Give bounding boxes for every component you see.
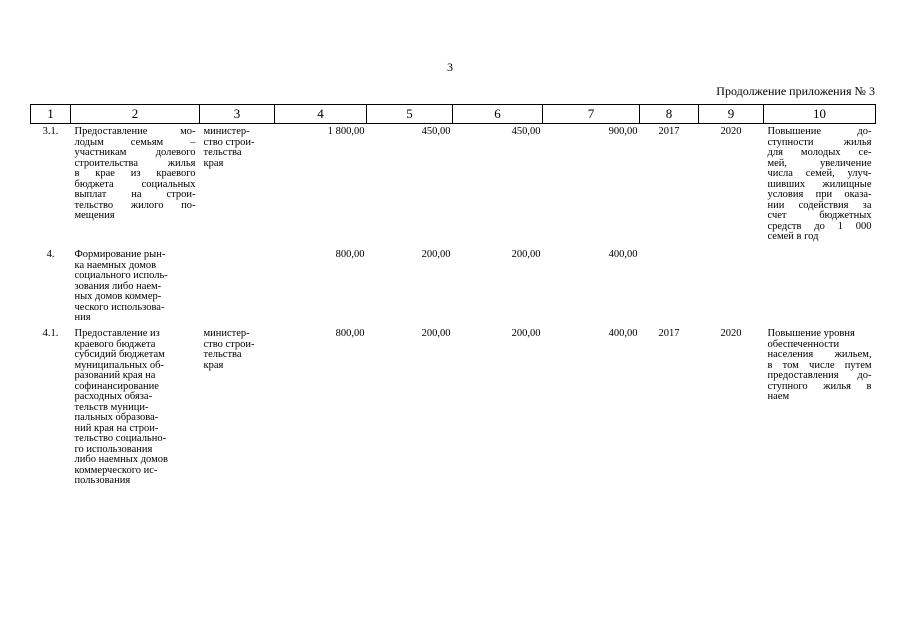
amount-col-6: 200,00 (511, 328, 541, 339)
row-number: 4.1. (42, 328, 59, 339)
page-number: 3 (447, 60, 453, 74)
expected-result: Повышение уровня обеспеченности населения жильем, в том числе путем предоставления до- ступного жилья в наем (767, 328, 872, 402)
amount-col-7: 400,00 (608, 249, 638, 260)
measure-name: Предоставление из краевого бюджета субсидий бюджетам муниципальных об- разований края на софинансирование расходных обяза- тельств муници- пальных образова- ний края на строи- тельство социально- го использования либо наемных домов коммерческого ис- пользования (74, 328, 168, 486)
column-header-3: 3 (200, 105, 275, 124)
end-year (699, 247, 764, 326)
start-year: 2017 (658, 328, 680, 339)
column-header-1: 1 (31, 105, 71, 124)
table-header-row (31, 105, 876, 124)
amount-col-5: 200,00 (421, 328, 451, 339)
row-number: 3.1. (42, 126, 59, 137)
table-row (31, 326, 876, 489)
total-amount: 1 800,00 (327, 126, 365, 137)
end-year: 2020 (720, 328, 742, 339)
column-header-4: 4 (275, 105, 367, 124)
column-header-5: 5 (367, 105, 453, 124)
column-header-7: 7 (543, 105, 640, 124)
executor: министер- ство строи- тельства края (203, 126, 255, 169)
amount-col-7: 900,00 (608, 126, 638, 137)
column-header-6: 6 (453, 105, 543, 124)
column-header-10: 10 (764, 105, 876, 124)
executor: министер- ство строи- тельства края (203, 328, 255, 371)
appendix-continuation-label: Продолжение приложения № 3 (716, 84, 875, 98)
program-table (30, 104, 876, 489)
end-year: 2020 (720, 126, 742, 137)
row-number: 4. (46, 249, 55, 260)
amount-col-5: 450,00 (421, 126, 451, 137)
amount-col-6: 450,00 (511, 126, 541, 137)
total-amount: 800,00 (335, 249, 365, 260)
column-header-8: 8 (640, 105, 699, 124)
amount-col-7: 400,00 (608, 328, 638, 339)
table-row (31, 124, 876, 248)
expected-result: Повышение до- ступности жилья для молодых се- мей, увеличение числа семей, улуч- шивших жилищные условия при оказа- нии содействия за счет бюджетных средств до 1 000 семей в год (767, 126, 872, 242)
column-header-2: 2 (71, 105, 200, 124)
table-row (31, 247, 876, 326)
amount-col-5: 200,00 (421, 249, 451, 260)
measure-name: Формирование рын- ка наемных домов социального исполь- зования либо наем- ных домов коммер- ческого использова- ния (74, 249, 168, 323)
amount-col-6: 200,00 (511, 249, 541, 260)
column-header-9: 9 (699, 105, 764, 124)
executor (200, 247, 275, 326)
measure-name: Предоставление мо- лодым семьям – участникам долевого строительства жилья в крае из краевого бюджета социальных выплат на строи- тельство жилого по- мещения (74, 126, 196, 221)
start-year (640, 247, 699, 326)
total-amount: 800,00 (335, 328, 365, 339)
expected-result (764, 247, 876, 326)
start-year: 2017 (658, 126, 680, 137)
